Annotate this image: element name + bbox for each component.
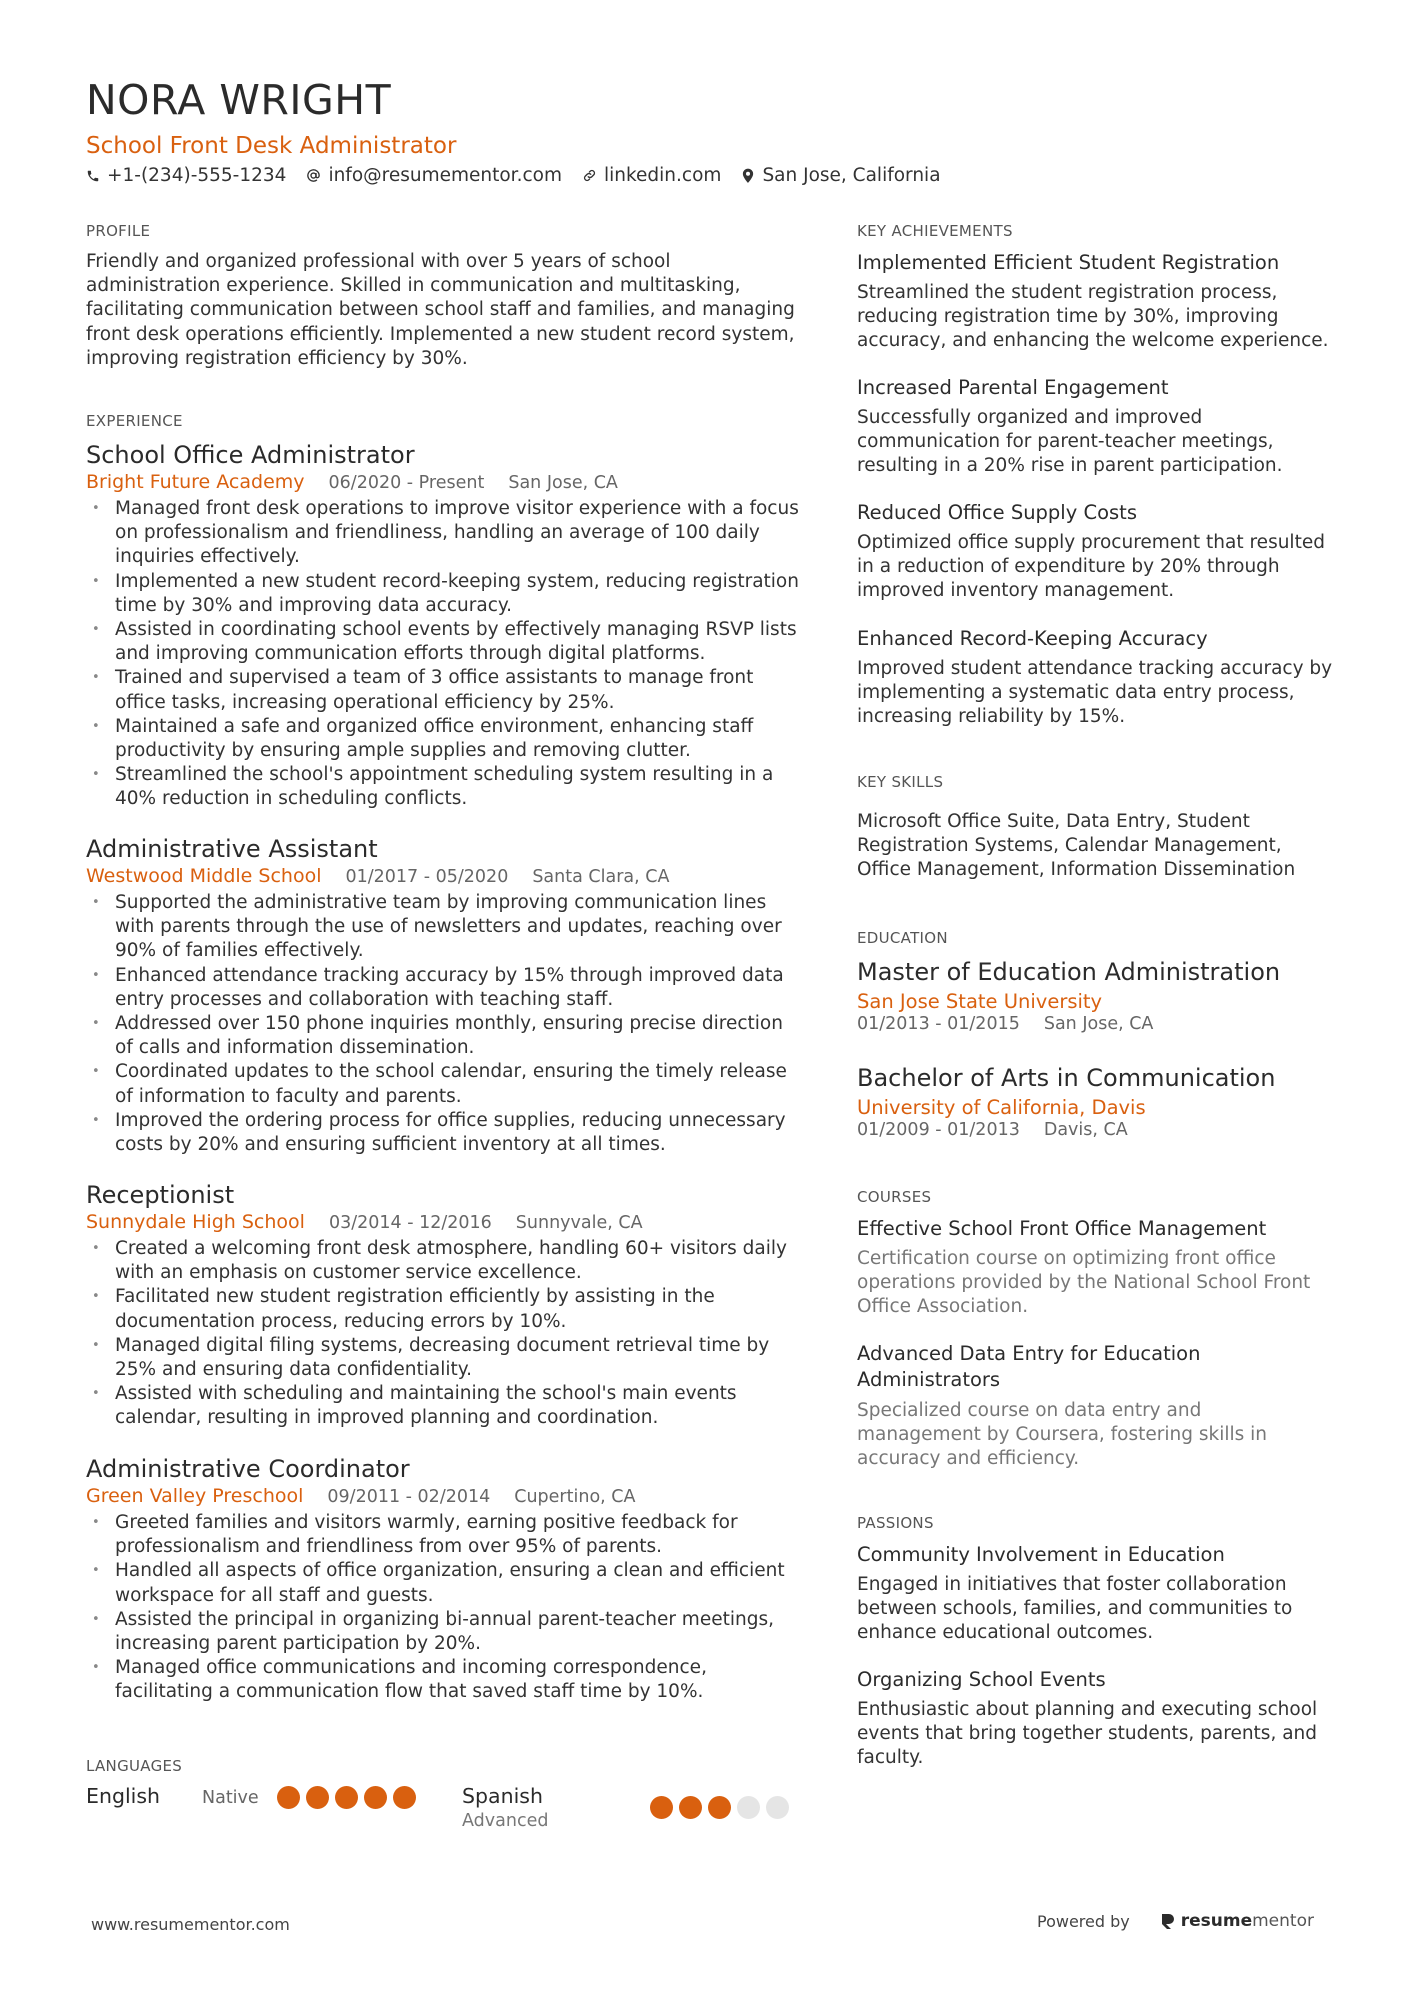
language-rating [650,1796,795,1819]
education-dates: 01/2009 - 01/2013 [857,1120,1020,1140]
rating-dot-filled [335,1786,358,1809]
education-school: San Jose State University [857,990,1103,1013]
section-title-courses: COURSES [857,1188,932,1206]
list-item: • Handled all aspects of office organization, ensuring a clean and efficient workspace for all staff and guests. [86,1559,804,1607]
list-item: • Streamlined the school's appointment scheduling system resulting in a 40% reduction in scheduling conflicts. [86,763,804,811]
job-meta [86,865,804,887]
list-item: • Managed front desk operations to improve visitor experience with a focus on professionalism and friendliness, handling an average of 100 daily inquiries effectively. [86,497,804,570]
experience-item [86,1180,804,1431]
language-english [86,1782,426,1822]
list-item: • Supported the administrative team by improving communication lines with parents through the use of newsletters and updates, reaching over 90% of families effectively. [86,891,804,964]
education-school: University of California, Davis [857,1096,1146,1119]
contact-location [741,165,940,186]
list-item: • Enhanced attendance tracking accuracy by 15% through improved data entry processes and collaboration with teaching staff. [86,964,804,1012]
education-item [857,957,1337,1034]
job-dates: 01/2017 - 05/2020 [345,867,509,887]
list-item: • Maintained a safe and organized office environment, enhancing staff productivity by ensuring ample supplies and removing clutter. [86,715,804,763]
achievement-text: Improved student attendance tracking accuracy by implementing a systematic data entry process, increasing reliability by 15%. [857,658,1333,728]
language-name: English [86,1784,161,1808]
job-bullets [86,1237,804,1431]
candidate-role: School Front Desk Administrator [86,133,457,159]
passion-text: Enthusiastic about planning and executing school events that bring together students, parents, and faculty. [857,1699,1318,1769]
brand-logo[interactable] [1160,1911,1314,1931]
job-org: Bright Future Academy [86,471,305,493]
location-pin-icon [741,168,755,184]
language-name: Spanish [462,1784,543,1808]
course-title: Advanced Data Entry for Education Administrators [857,1342,1201,1391]
section-title-profile: PROFILE [86,222,151,240]
course-item [857,1341,1327,1472]
list-item: • Managed office communications and incoming correspondence, facilitating a communication flow that saved staff time by 10%. [86,1656,804,1704]
section-title-passions: PASSIONS [857,1514,934,1532]
education-meta [857,1120,1337,1140]
course-text: Certification course on optimizing front office operations provided by the National School Front Office Association. [857,1248,1311,1318]
section-title-experience: EXPERIENCE [86,412,183,430]
job-meta [86,471,804,493]
contact-email[interactable] [306,165,562,186]
education-item [857,1063,1337,1140]
rating-dot-filled [708,1796,731,1819]
course-title: Effective School Front Office Management [857,1217,1267,1240]
achievement-text: Optimized office supply procurement that resulted in a reduction of expenditure by 20% through improved inventory management. [857,532,1325,602]
job-location: Cupertino, CA [514,1487,636,1507]
list-item: • Coordinated updates to the school calendar, ensuring the timely release of information to faculty and parents. [86,1060,804,1108]
job-title: School Office Administrator [86,441,415,469]
job-dates: 09/2011 - 02/2014 [327,1487,491,1507]
achievement-item [857,501,1337,604]
rating-dot-filled [679,1796,702,1819]
rating-dot-filled [650,1796,673,1819]
achievement-title: Reduced Office Supply Costs [857,501,1137,524]
section-title-skills: KEY SKILLS [857,773,944,791]
achievement-item [857,376,1337,479]
list-item: • Assisted in coordinating school events by effectively managing RSVP lists and improving communication efforts through digital platforms. [86,618,804,666]
profile-text: Friendly and organized professional with over 5 years of school administration experience. Skilled in communication and multitasking, facilitating communication between school staff and families, and managing front desk operations efficiently. Implemented a new student record system, improving registration efficiency by 30%. [86,251,795,369]
resumementor-logo-icon [1160,1912,1176,1930]
skills-text: Microsoft Office Suite, Data Entry, Student Registration Systems, Calendar Management, Office Management, Information Dissemination [857,811,1296,881]
profile-section [86,250,801,371]
footer-powered [1037,1911,1314,1931]
section-title-achievements: KEY ACHIEVEMENTS [857,222,1013,240]
achievement-title: Implemented Efficient Student Registration [857,251,1280,274]
achievement-title: Enhanced Record-Keeping Accuracy [857,627,1208,650]
list-item: • Implemented a new student record-keeping system, reducing registration time by 30% and improving data accuracy. [86,570,804,618]
rating-dot-empty [766,1796,789,1819]
contact-phone [86,165,286,186]
course-text: Specialized course on data entry and management by Coursera, fostering skills in accuracy and efficiency. [857,1400,1268,1470]
phone-icon [86,169,100,183]
brand-light: mentor [1252,1911,1314,1931]
course-item [857,1217,1337,1320]
job-org: Sunnydale High School [86,1211,305,1233]
list-item: • Improved the ordering process for office supplies, reducing unnecessary costs by 20% and ensuring sufficient inventory at all times. [86,1109,804,1157]
education-meta [857,1014,1337,1034]
job-title: Administrative Assistant [86,835,378,863]
job-bullets [86,1511,804,1705]
education-location: San Jose, CA [1043,1014,1154,1034]
rating-dot-filled [364,1786,387,1809]
link-icon [582,168,597,183]
rating-dot-filled [277,1786,300,1809]
job-location: Santa Clara, CA [532,867,670,887]
job-org: Green Valley Preschool [86,1485,304,1507]
job-bullets [86,497,804,812]
achievement-text: Streamlined the student registration process, reducing registration time by 30%, improving accuracy, and enhancing the welcome experience. [857,282,1329,352]
achievement-text: Successfully organized and improved communication for parent-teacher meetings, resulting in a 20% rise in parent participation. [857,407,1283,477]
list-item: • Addressed over 150 phone inquiries monthly, ensuring precise direction of calls and information dissemination. [86,1012,804,1060]
language-spanish [462,1782,802,1832]
achievement-item [857,627,1337,730]
contact-linkedin[interactable] [582,165,721,186]
achievement-item [857,251,1337,354]
location-text: San Jose, California [762,165,941,186]
experience-item [86,440,804,812]
experience-item [86,1454,804,1705]
contact-bar [86,165,961,186]
job-bullets [86,891,804,1157]
job-title: Administrative Coordinator [86,1455,410,1483]
list-item: • Managed digital filing systems, decreasing document retrieval time by 25% and ensuring data confidentiality. [86,1334,804,1382]
section-title-education: EDUCATION [857,929,948,947]
passion-item [857,1668,1327,1771]
job-location: Sunnyvale, CA [515,1213,643,1233]
education-location: Davis, CA [1043,1120,1128,1140]
achievement-title: Increased Parental Engagement [857,376,1169,399]
email-text[interactable]: info@resumementor.com [328,165,562,186]
education-degree: Bachelor of Arts in Communication [857,1064,1276,1092]
phone-text: +1-(234)-555-1234 [107,165,287,186]
footer-website[interactable]: www.resumementor.com [91,1915,290,1934]
list-item: • Trained and supervised a team of 3 office assistants to manage front office tasks, increasing operational efficiency by 25%. [86,666,804,714]
list-item: • Facilitated new student registration efficiently by assisting in the documentation process, reducing errors by 10%. [86,1285,804,1333]
section-title-languages: LANGUAGES [86,1757,183,1775]
language-rating [277,1786,422,1809]
language-level: Advanced [462,1811,549,1831]
list-item: • Created a welcoming front desk atmosphere, handling 60+ visitors daily with an emphasis on customer service excellence. [86,1237,804,1285]
list-item: • Assisted with scheduling and maintaining the school's main events calendar, resulting in improved planning and coordination. [86,1382,804,1430]
powered-by-text: Powered by [1037,1911,1130,1931]
job-dates: 03/2014 - 12/2016 [328,1213,492,1233]
rating-dot-filled [306,1786,329,1809]
experience-item [86,834,804,1157]
job-meta [86,1485,804,1507]
linkedin-text[interactable]: linkedin.com [603,165,722,186]
rating-dot-filled [393,1786,416,1809]
job-meta [86,1211,804,1233]
brand-bold: resume [1180,1911,1253,1931]
at-icon [306,168,321,183]
list-item: • Greeted families and visitors warmly, earning positive feedback for professionalism and friendliness from over 95% of parents. [86,1511,804,1559]
rating-dot-empty [737,1796,760,1819]
education-degree: Master of Education Administration [857,958,1281,986]
candidate-name: NORA WRIGHT [86,76,392,124]
passion-title: Community Involvement in Education [857,1543,1225,1566]
job-title: Receptionist [86,1181,235,1209]
job-dates: 06/2020 - Present [328,473,485,493]
passion-item [857,1543,1337,1646]
education-dates: 01/2013 - 01/2015 [857,1014,1020,1034]
language-level: Native [202,1788,259,1808]
passion-text: Engaged in initiatives that foster collaboration between schools, families, and communities to enhance educational outcomes. [857,1574,1293,1644]
passion-title: Organizing School Events [857,1668,1106,1691]
skills-section [857,810,1307,883]
job-org: Westwood Middle School [86,865,322,887]
list-item: • Assisted the principal in organizing bi-annual parent-teacher meetings, increasing parent participation by 20%. [86,1608,804,1656]
job-location: San Jose, CA [508,473,618,493]
